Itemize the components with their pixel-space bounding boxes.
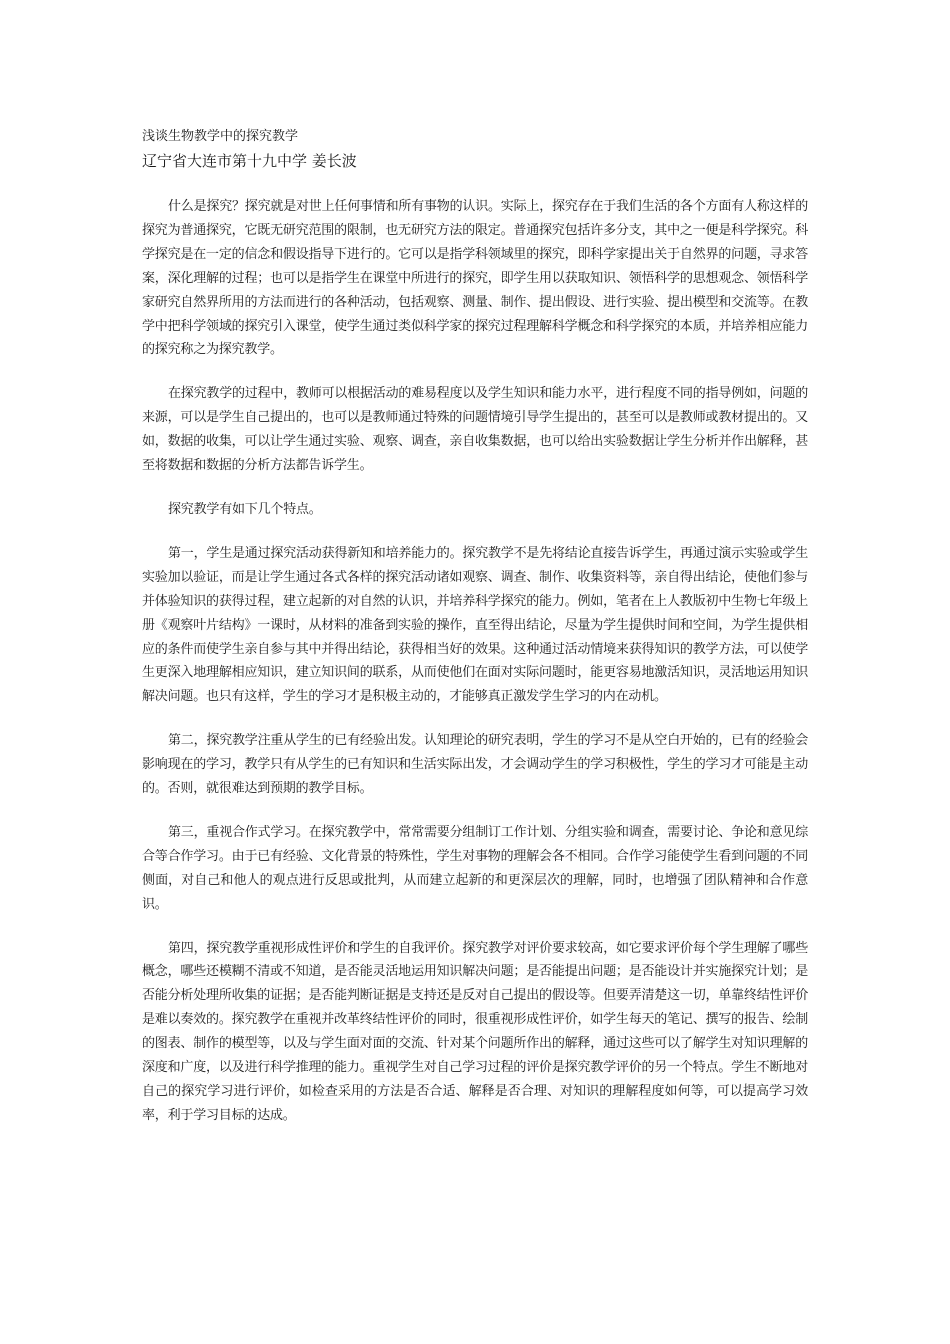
paragraph-feature-one: 第一，学生是通过探究活动获得新知和培养能力的。探究教学不是先将结论直接告诉学生，再通过演示实验或学生实验加以验证，而是让学生通过各式各样的探究活动诸如观察、调查、制作、收集资料等，亲自得出结论，使他们参与并体验知识的获得过程，建立起新的对自然的认识，并培养科学探究的能力。例如，笔者在上人教版初中生物七年级上册《观察叶片结构》一课时，从材料的准备到实验的操作，直至得出结论，尽量为学生提供时间和空间，为学生提供相应的条件而使学生亲自参与其中并得出结论，获得相当好的效果。这种通过活动情境来获得知识的教学方法，可以使学生更深入地理解相应知识，建立知识间的联系，从而使他们在面对实际问题时，能更容易地激活知识，灵活地运用知识解决问题。也只有这样，学生的学习才是积极主动的，才能够真正激发学生学习的内在动机。	[142, 545, 809, 705]
document-author: 辽宁省大连市第十九中学 姜长波	[142, 152, 357, 170]
document-body	[142, 195, 808, 1148]
paragraph-feature-two: 第二，探究教学注重从学生的已有经验出发。认知理论的研究表明，学生的学习不是从空白开始的，已有的经验会影响现在的学习，教学只有从学生的已有知识和生活实际出发，才会调动学生的学习积极性，学生的学习才可能是主动的。否则，就很难达到预期的教学目标。	[142, 733, 809, 797]
paragraph-feature-three: 第三，重视合作式学习。在探究教学中，常常需要分组制订工作计划、分组实验和调查，需要讨论、争论和意见综合等合作学习。由于已有经验、文化背景的特殊性，学生对事物的理解会各不相同。合作学习能使学生看到问题的不同侧面，对自己和他人的观点进行反思或批判，从而建立起新的和更深层次的理解，同时，也增强了团队精神和合作意识。	[142, 824, 809, 912]
paragraph-features-intro: 探究教学有如下几个特点。	[168, 501, 322, 517]
document-title: 浅谈生物教学中的探究教学	[142, 129, 299, 144]
paragraph-feature-four: 第四，探究教学重视形成性评价和学生的自我评价。探究教学对评价要求较高，如它要求评价每个学生理解了哪些概念，哪些还模糊不清或不知道，是否能灵活地运用知识解决问题；是否能提出问题；是否能设计并实施探究计划；是否能分析处理所收集的证据；是否能判断证据是支持还是反对自己提出的假设等。但要弄清楚这一切，单靠终结性评价是难以奏效的。探究教学在重视并改革终结性评价的同时，很重视形成性评价，如学生每天的笔记、撰写的报告、绘制的图表、制作的模型等，以及与学生面对面的交流、针对某个问题所作出的解释，通过这些可以了解学生对知识理解的深度和广度，以及进行科学推理的能力。重视学生对自己学习过程的评价是探究教学评价的另一个特点。学生不断地对自己的探究学习进行评价，如检查采用的方法是否合适、解释是否合理、对知识的理解程度如何等，可以提高学习效率，利于学习目标的达成。	[142, 940, 809, 1123]
paragraph-teacher-guidance: 在探究教学的过程中，教师可以根据活动的难易程度以及学生知识和能力水平，进行程度不同的指导例如，问题的来源，可以是学生自己提出的，也可以是教师通过特殊的问题情境引导学生提出的，甚至可以是教师或教材提出的。又如，数据的收集，可以让学生通过实验、观察、调查，亲自收集数据，也可以给出实验数据让学生分析并作出解释，甚至将数据和数据的分析方法都告诉学生。	[142, 386, 809, 474]
paragraph-what-is-inquiry: 什么是探究？探究就是对世上任何事情和所有事物的认识。实际上，探究存在于我们生活的各个方面有人称这样的探究为普通探究，它既无研究范围的限制，也无研究方法的限定。普通探究包括许多分支，其中之一便是科学探究。科学探究是在一定的信念和假设指导下进行的。它可以是指学科领域里的探究，即科学家提出关于自然界的问题，寻求答案，深化理解的过程；也可以是指学生在课堂中所进行的探究，即学生用以获取知识、领悟科学的思想观念、领悟科学家研究自然界所用的方法而进行的各种活动，包括观察、测量、制作、提出假设、进行实验、提出模型和交流等。在教学中把科学领域的探究引入课堂，使学生通过类似科学家的探究过程理解科学概念和科学探究的本质，并培养相应能力的探究称之为探究教学。	[142, 199, 809, 358]
